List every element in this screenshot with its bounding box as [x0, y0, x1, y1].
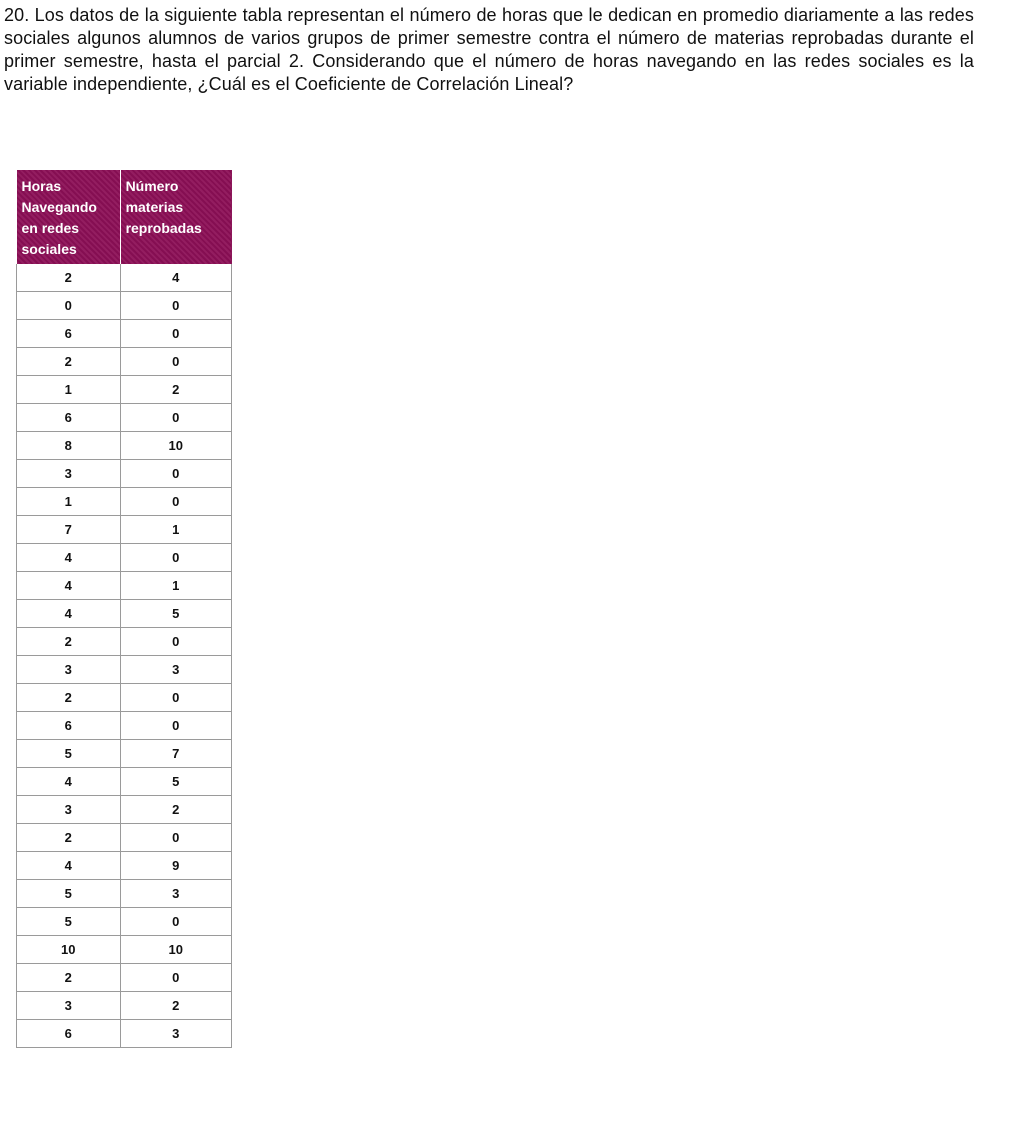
- cell-hours: 3: [17, 460, 121, 488]
- cell-hours: 5: [17, 740, 121, 768]
- cell-hours: 4: [17, 600, 121, 628]
- cell-failed-subjects: 2: [120, 992, 231, 1020]
- cell-hours: 7: [17, 516, 121, 544]
- table-row: [17, 796, 232, 824]
- header-failed-subjects: Número materias reprobadas: [120, 170, 231, 264]
- cell-hours: 4: [17, 852, 121, 880]
- cell-hours: 4: [17, 572, 121, 600]
- cell-hours: 10: [17, 936, 121, 964]
- cell-hours: 6: [17, 1020, 121, 1048]
- table-row: [17, 768, 232, 796]
- table-row: [17, 964, 232, 992]
- cell-hours: 5: [17, 908, 121, 936]
- table-header-row: [17, 170, 232, 264]
- cell-failed-subjects: 0: [120, 488, 231, 516]
- table-row: [17, 432, 232, 460]
- cell-failed-subjects: 0: [120, 684, 231, 712]
- table-row: [17, 544, 232, 572]
- cell-failed-subjects: 1: [120, 572, 231, 600]
- table-row: [17, 348, 232, 376]
- cell-failed-subjects: 10: [120, 432, 231, 460]
- cell-failed-subjects: 2: [120, 796, 231, 824]
- cell-hours: 4: [17, 768, 121, 796]
- cell-failed-subjects: 0: [120, 712, 231, 740]
- cell-hours: 2: [17, 264, 121, 292]
- cell-failed-subjects: 3: [120, 1020, 231, 1048]
- table-row: [17, 292, 232, 320]
- cell-failed-subjects: 0: [120, 320, 231, 348]
- cell-hours: 2: [17, 628, 121, 656]
- data-table-container: [16, 170, 238, 1048]
- cell-hours: 5: [17, 880, 121, 908]
- table-row: [17, 1020, 232, 1048]
- table-row: [17, 936, 232, 964]
- cell-failed-subjects: 2: [120, 376, 231, 404]
- cell-hours: 8: [17, 432, 121, 460]
- table-row: [17, 488, 232, 516]
- table-row: [17, 992, 232, 1020]
- table-row: [17, 460, 232, 488]
- table-row: [17, 712, 232, 740]
- table-body: [17, 264, 232, 1048]
- cell-failed-subjects: 1: [120, 516, 231, 544]
- table-row: [17, 684, 232, 712]
- cell-hours: 6: [17, 404, 121, 432]
- cell-hours: 3: [17, 992, 121, 1020]
- cell-failed-subjects: 9: [120, 852, 231, 880]
- table-row: [17, 516, 232, 544]
- cell-failed-subjects: 10: [120, 936, 231, 964]
- table-row: [17, 740, 232, 768]
- question-text: 20. Los datos de la siguiente tabla representan el número de horas que le dedican en promedio diariamente a las redes sociales algunos alumnos de varios grupos de primer semestre contra el número de materias reprobadas durante el primer semestre, hasta el parcial 2. Considerando que el número de horas navegando en las redes sociales es la variable independiente, ¿Cuál es el Coeficiente de Correlación Lineal?: [4, 5, 974, 94]
- cell-hours: 2: [17, 684, 121, 712]
- cell-failed-subjects: 5: [120, 768, 231, 796]
- cell-failed-subjects: 0: [120, 544, 231, 572]
- table-row: [17, 376, 232, 404]
- cell-failed-subjects: 3: [120, 880, 231, 908]
- cell-hours: 2: [17, 964, 121, 992]
- table-row: [17, 320, 232, 348]
- cell-hours: 6: [17, 712, 121, 740]
- table-row: [17, 572, 232, 600]
- table-row: [17, 908, 232, 936]
- cell-failed-subjects: 7: [120, 740, 231, 768]
- cell-failed-subjects: 0: [120, 908, 231, 936]
- table-row: [17, 404, 232, 432]
- table-row: [17, 824, 232, 852]
- cell-failed-subjects: 0: [120, 460, 231, 488]
- cell-failed-subjects: 0: [120, 404, 231, 432]
- cell-failed-subjects: 0: [120, 964, 231, 992]
- table-row: [17, 656, 232, 684]
- data-table: [16, 170, 232, 1048]
- cell-failed-subjects: 4: [120, 264, 231, 292]
- header-hours-browsing: Horas Navegando en redes sociales: [17, 170, 121, 264]
- cell-hours: 1: [17, 488, 121, 516]
- cell-failed-subjects: 0: [120, 824, 231, 852]
- cell-hours: 3: [17, 796, 121, 824]
- cell-hours: 4: [17, 544, 121, 572]
- table-row: [17, 880, 232, 908]
- cell-hours: 1: [17, 376, 121, 404]
- table-row: [17, 852, 232, 880]
- cell-hours: 2: [17, 824, 121, 852]
- cell-failed-subjects: 3: [120, 656, 231, 684]
- table-row: [17, 264, 232, 292]
- cell-hours: 0: [17, 292, 121, 320]
- cell-failed-subjects: 0: [120, 292, 231, 320]
- cell-failed-subjects: 5: [120, 600, 231, 628]
- cell-failed-subjects: 0: [120, 628, 231, 656]
- cell-hours: 6: [17, 320, 121, 348]
- table-row: [17, 628, 232, 656]
- cell-failed-subjects: 0: [120, 348, 231, 376]
- table-row: [17, 600, 232, 628]
- cell-hours: 3: [17, 656, 121, 684]
- cell-hours: 2: [17, 348, 121, 376]
